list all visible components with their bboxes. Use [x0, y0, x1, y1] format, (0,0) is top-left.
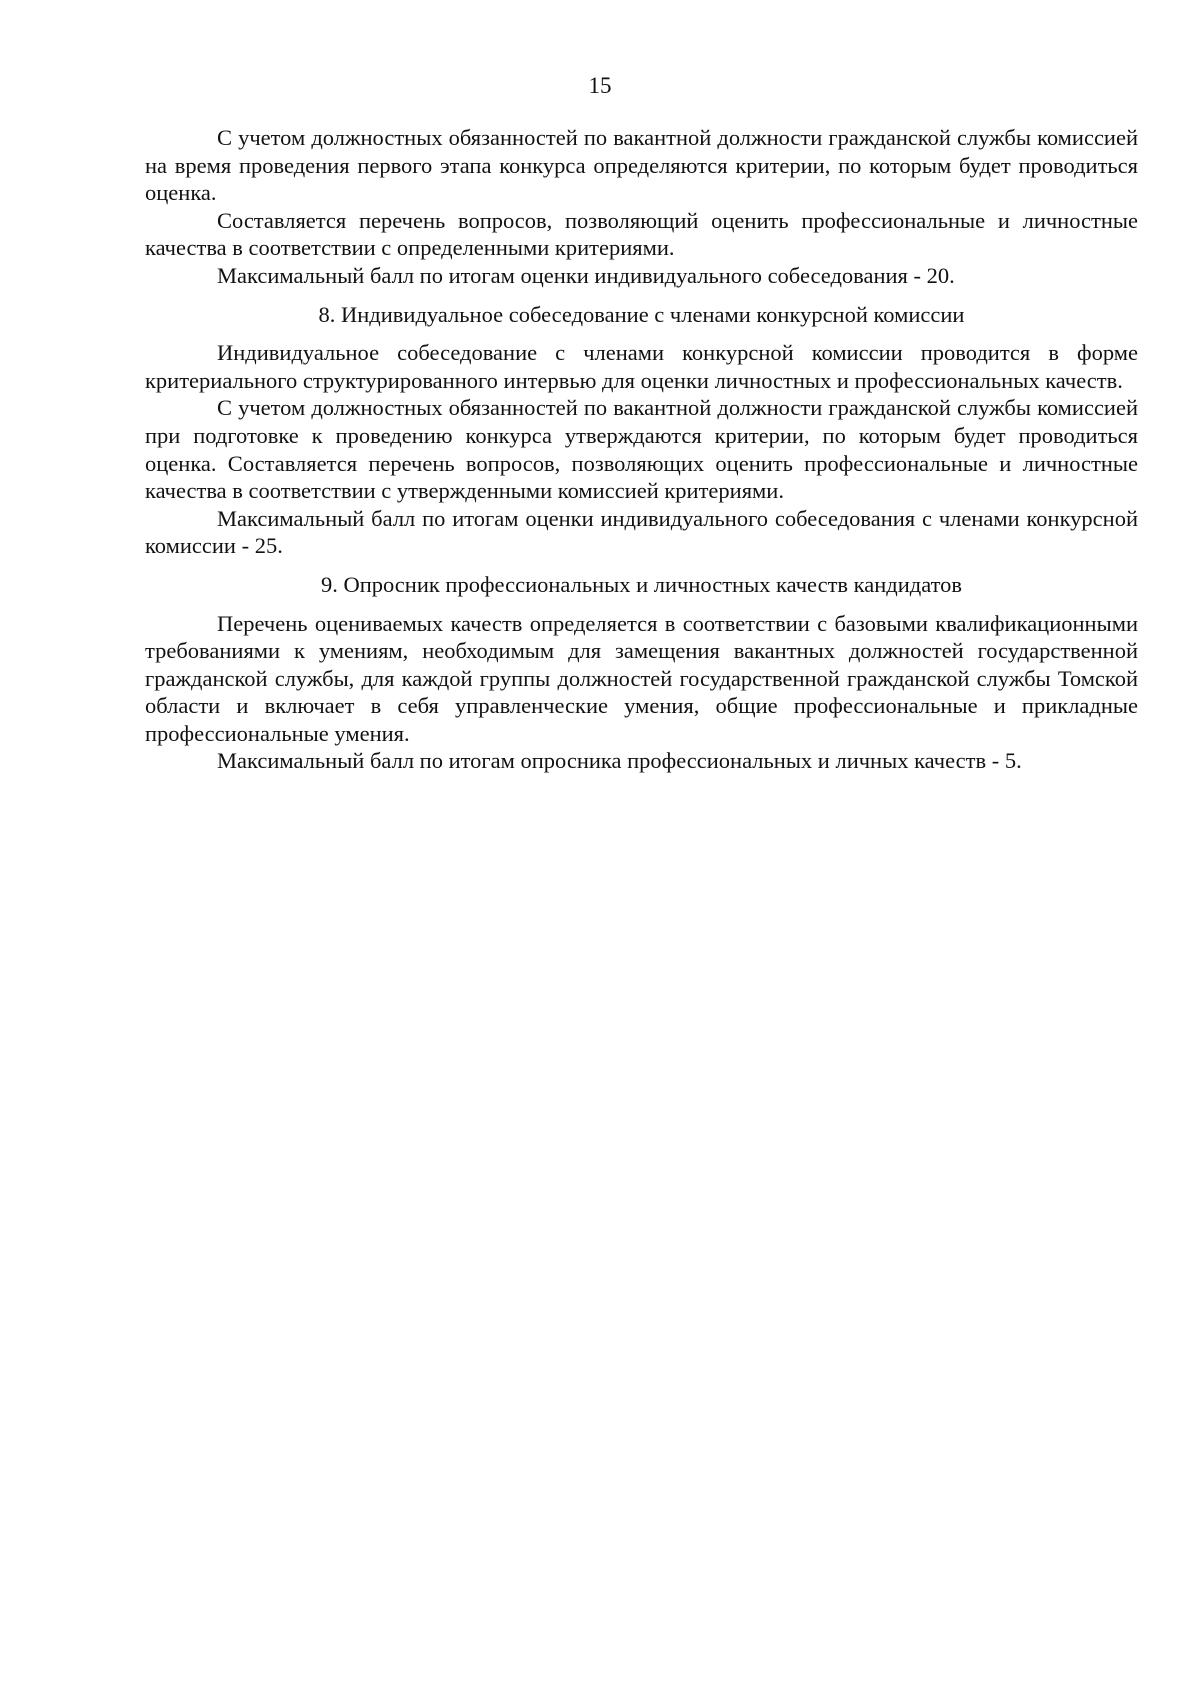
page-number: 15	[588, 73, 612, 98]
paragraph-max-score-25: Максимальный балл по итогам оценки индивидуального собеседования с членами конкурсной комиссии - 25.	[145, 505, 1138, 559]
paragraph-max-score-5: Максимальный балл по итогам опросника профессиональных и личных качеств - 5.	[217, 748, 1022, 774]
paragraph-interview-criteria: С учетом должностных обязанностей по вакантной должности гражданской службы комиссией при подготовке к проведению конкурса утверждаются критерии, по которым будет проводиться оценка. Составляется перечень вопросов, позволяющих оценить профессиональные и личностные качества в соответствии с утвержденными комиссией критериями.	[145, 395, 1138, 504]
paragraph-max-score-20: Максимальный балл по итогам оценки индивидуального собеседования - 20.	[217, 262, 955, 288]
paragraph-criteria-first-stage: С учетом должностных обязанностей по вакантной должности гражданской службы комиссией на время проведения первого этапа конкурса определяются критерии, по которым будет проводиться оценка.	[145, 125, 1138, 206]
document-body	[145, 124, 1138, 775]
paragraph-interview-form: Индивидуальное собеседование с членами конкурсной комиссии проводится в форме критериального структурированного интервью для оценки личностных и профессиональных качеств.	[145, 340, 1138, 393]
section-heading-9: 9. Опросник профессиональных и личностных качеств кандидатов	[320, 571, 963, 597]
paragraph-qualities-list: Перечень оцениваемых качеств определяется в соответствии с базовыми квалификационными требованиями к умениям, необходимым для замещения вакантных должностей государственной гражданской службы, для каждой группы должностей государственной гражданской службы Томской области и включает в себя управленческие умения, общие профессиональные и прикладные профессиональные умения.	[145, 610, 1138, 746]
paragraph-questions-list: Составляется перечень вопросов, позволяющий оценить профессиональные и личностные качества в соответствии с определенными критериями.	[145, 207, 1138, 261]
section-heading-8: 8. Индивидуальное собеседование с членами конкурсной комиссии	[318, 301, 965, 327]
